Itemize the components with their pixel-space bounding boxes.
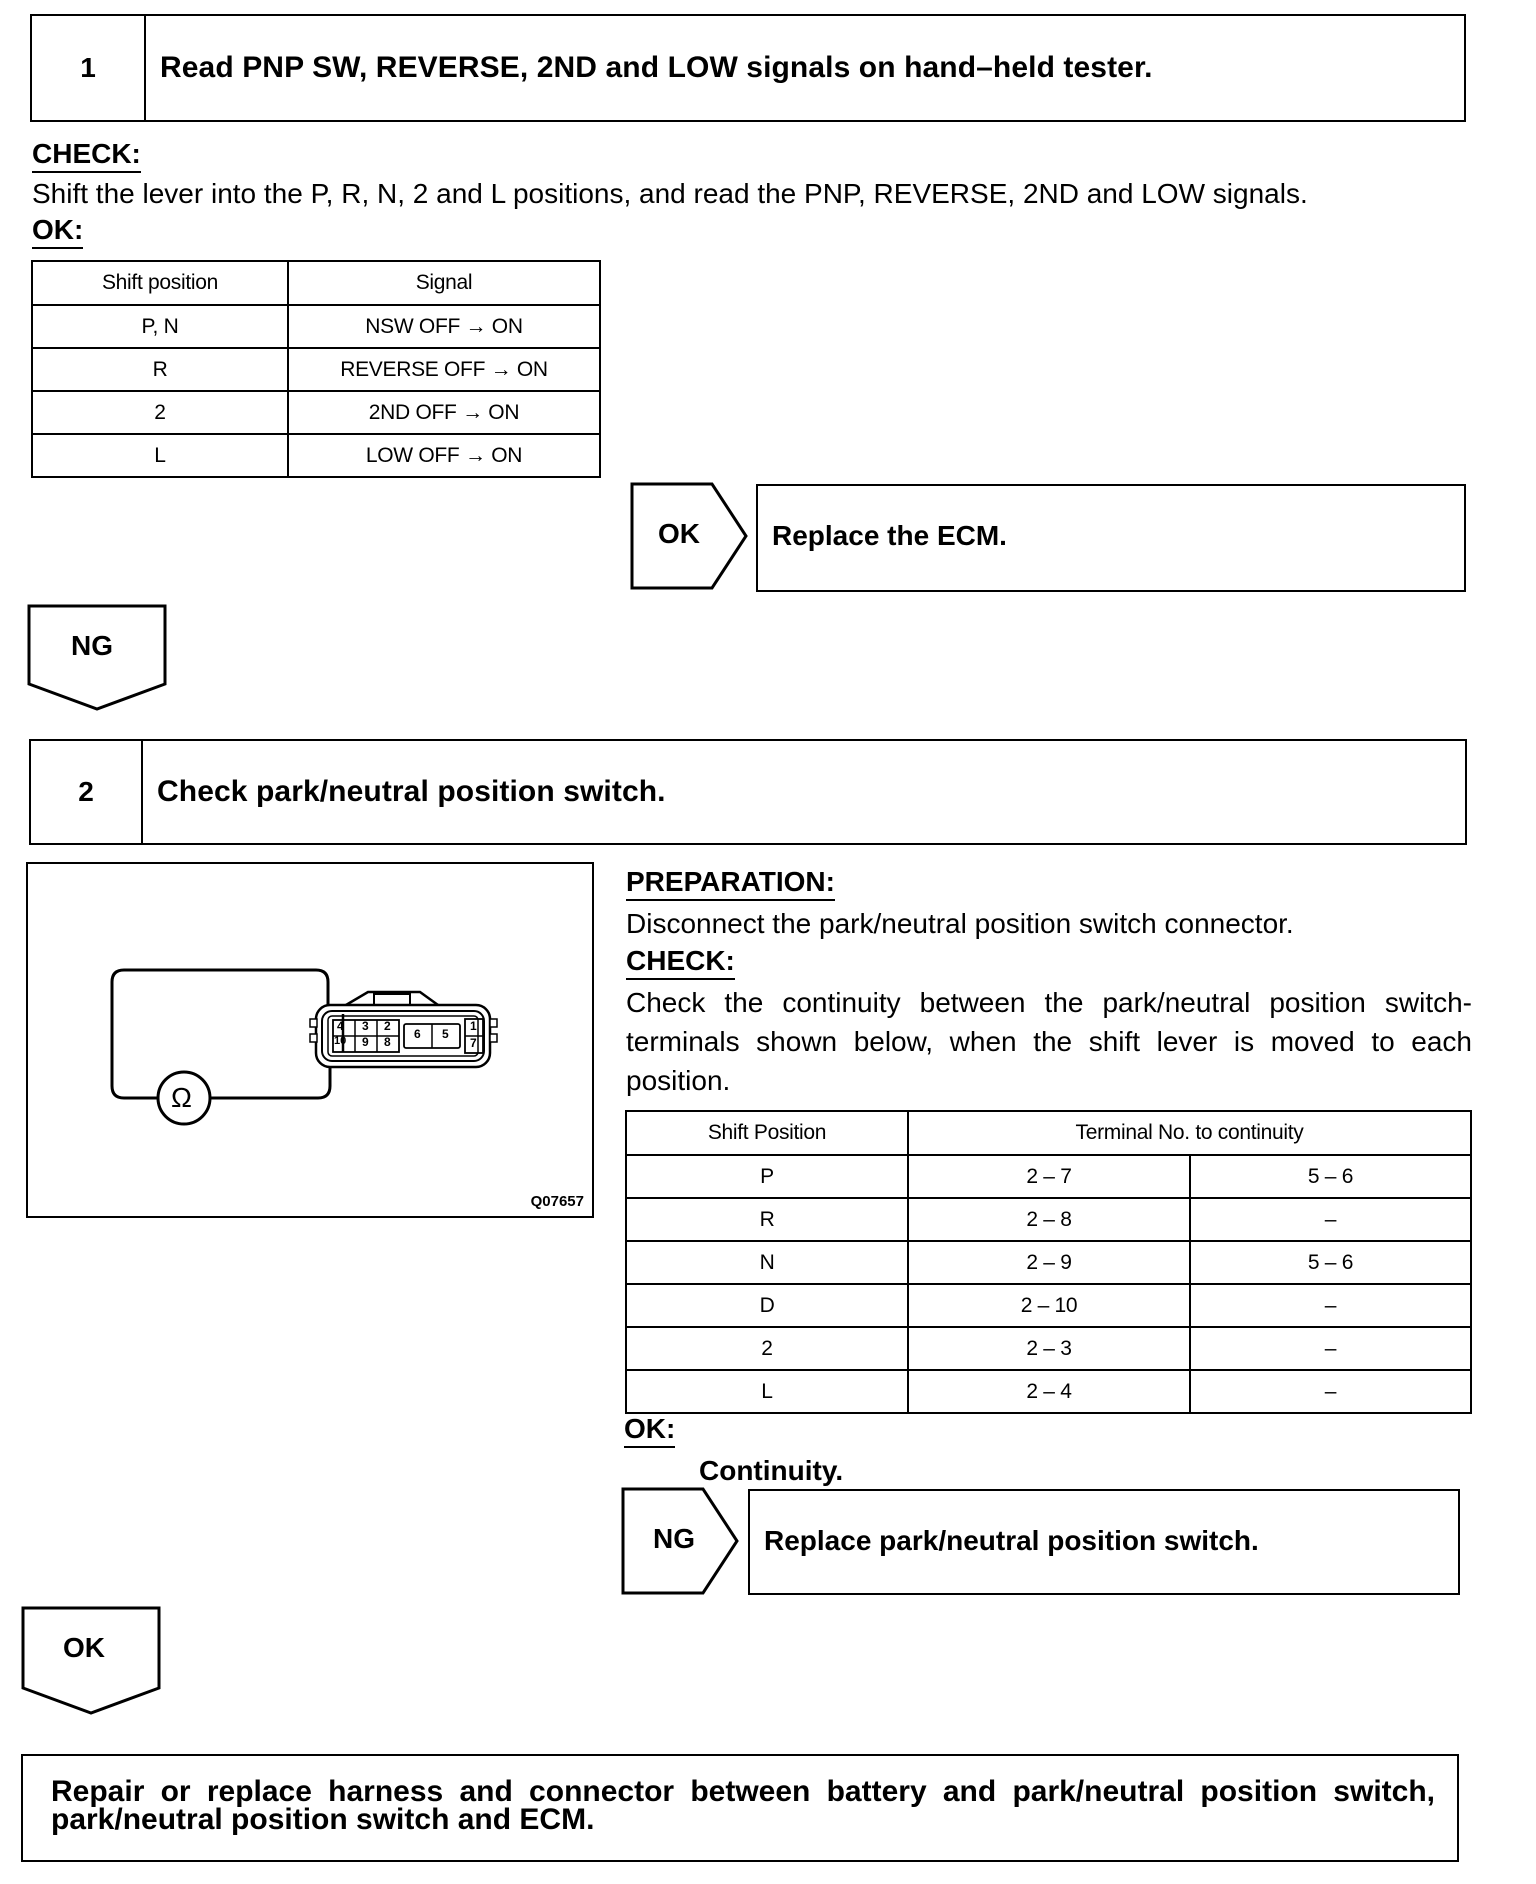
table-cell: R	[32, 348, 288, 391]
preparation-text: Disconnect the park/neutral position switch connector.	[626, 908, 1294, 939]
terminal-1: 1	[470, 1019, 477, 1033]
table-cell: R	[626, 1198, 908, 1241]
table-cell: 2	[32, 391, 288, 434]
step-1-check-text: Shift the lever into the P, R, N, 2 and L positions, and read the PNP, REVERSE, 2ND and LOW signals.	[32, 178, 1308, 209]
replace-switch-box	[748, 1489, 1460, 1595]
table-cell: 2 – 4	[908, 1370, 1190, 1413]
step-1-header	[30, 14, 1466, 122]
step-1-signal-table	[31, 260, 601, 478]
step-1-check-heading: CHECK:	[32, 138, 141, 173]
figure-code: Q07657	[530, 1193, 584, 1210]
step-1-ok-heading: OK:	[32, 214, 83, 249]
step-2-ok-arrow[interactable]	[21, 1606, 161, 1716]
table-cell: –	[1190, 1327, 1471, 1370]
replace-switch-text: Replace park/neutral position switch.	[764, 1525, 1259, 1556]
table-cell: 2	[626, 1327, 908, 1370]
table-cell: REVERSE OFF → ON	[288, 348, 600, 391]
table-row	[32, 391, 600, 434]
terminal-6: 6	[414, 1027, 421, 1041]
table-cell: –	[1190, 1284, 1471, 1327]
ng-label: NG	[71, 630, 113, 661]
terminal-3: 3	[362, 1019, 369, 1033]
terminal-10: 10	[334, 1035, 347, 1047]
table-row	[32, 305, 600, 348]
ng-label: NG	[653, 1523, 695, 1554]
terminal-2: 2	[384, 1019, 391, 1033]
ohmmeter-connector-diagram	[28, 864, 592, 1216]
continuity-table	[625, 1110, 1472, 1414]
table-cell: 5 – 6	[1190, 1155, 1471, 1198]
step-1-number: 1	[32, 16, 146, 120]
table-cell: L	[32, 434, 288, 477]
table-cell: NSW OFF → ON	[288, 305, 600, 348]
step-2-number: 2	[31, 741, 143, 843]
continuity-text: Continuity.	[699, 1455, 844, 1486]
table-cell: 2ND OFF → ON	[288, 391, 600, 434]
table-row	[626, 1155, 1471, 1198]
table-cell: 2 – 10	[908, 1284, 1190, 1327]
connector-figure	[26, 862, 594, 1218]
step-2-check-text: Check the continuity between the park/neutral position switch-terminals shown below, when the shift lever is moved to each position.	[626, 987, 1472, 1096]
table-cell: N	[626, 1241, 908, 1284]
ok-label: OK	[63, 1632, 105, 1663]
table-cell: –	[1190, 1198, 1471, 1241]
table-row	[626, 1284, 1471, 1327]
terminal-9: 9	[362, 1035, 369, 1049]
table-cell: D	[626, 1284, 908, 1327]
step-2-title: Check park/neutral position switch.	[157, 775, 666, 808]
table-row	[626, 1327, 1471, 1370]
terminal-7: 7	[470, 1036, 477, 1050]
table-cell: P, N	[32, 305, 288, 348]
table-header: Signal	[288, 261, 600, 305]
ok-label: OK	[658, 518, 700, 549]
step-2-ok-heading: OK:	[624, 1413, 675, 1448]
terminal-8: 8	[384, 1035, 391, 1049]
table-cell: 2 – 9	[908, 1241, 1190, 1284]
table-cell: 5 – 6	[1190, 1241, 1471, 1284]
table-cell: L	[626, 1370, 908, 1413]
replace-ecm-text: Replace the ECM.	[772, 520, 1007, 551]
step-2-header	[29, 739, 1467, 845]
table-cell: 2 – 7	[908, 1155, 1190, 1198]
step-2-check-heading: CHECK:	[626, 945, 735, 980]
ohm-icon: Ω	[171, 1082, 192, 1113]
step-1-ok-arrow[interactable]	[630, 482, 750, 590]
table-row	[626, 1241, 1471, 1284]
table-header: Terminal No. to continuity	[908, 1111, 1471, 1155]
step-1-ng-arrow[interactable]	[27, 604, 167, 712]
step-2-ng-arrow[interactable]	[621, 1487, 741, 1595]
table-cell: LOW OFF → ON	[288, 434, 600, 477]
preparation-heading: PREPARATION:	[626, 866, 835, 901]
terminal-5: 5	[442, 1027, 449, 1041]
table-cell: P	[626, 1155, 908, 1198]
table-row	[32, 434, 600, 477]
step-1-title: Read PNP SW, REVERSE, 2ND and LOW signals on hand–held tester.	[160, 51, 1153, 84]
terminal-4: 4	[337, 1019, 344, 1033]
table-header: Shift Position	[626, 1111, 908, 1155]
replace-ecm-box	[756, 484, 1466, 592]
table-cell: –	[1190, 1370, 1471, 1413]
table-row	[626, 1370, 1471, 1413]
table-cell: 2 – 3	[908, 1327, 1190, 1370]
table-row	[32, 348, 600, 391]
final-action-box	[21, 1754, 1459, 1862]
table-row	[626, 1198, 1471, 1241]
table-header: Shift position	[32, 261, 288, 305]
final-action-text: Repair or replace harness and connector between battery and park/neutral position switch, park/neutral position switch and ECM.	[51, 1775, 1435, 1836]
table-cell: 2 – 8	[908, 1198, 1190, 1241]
